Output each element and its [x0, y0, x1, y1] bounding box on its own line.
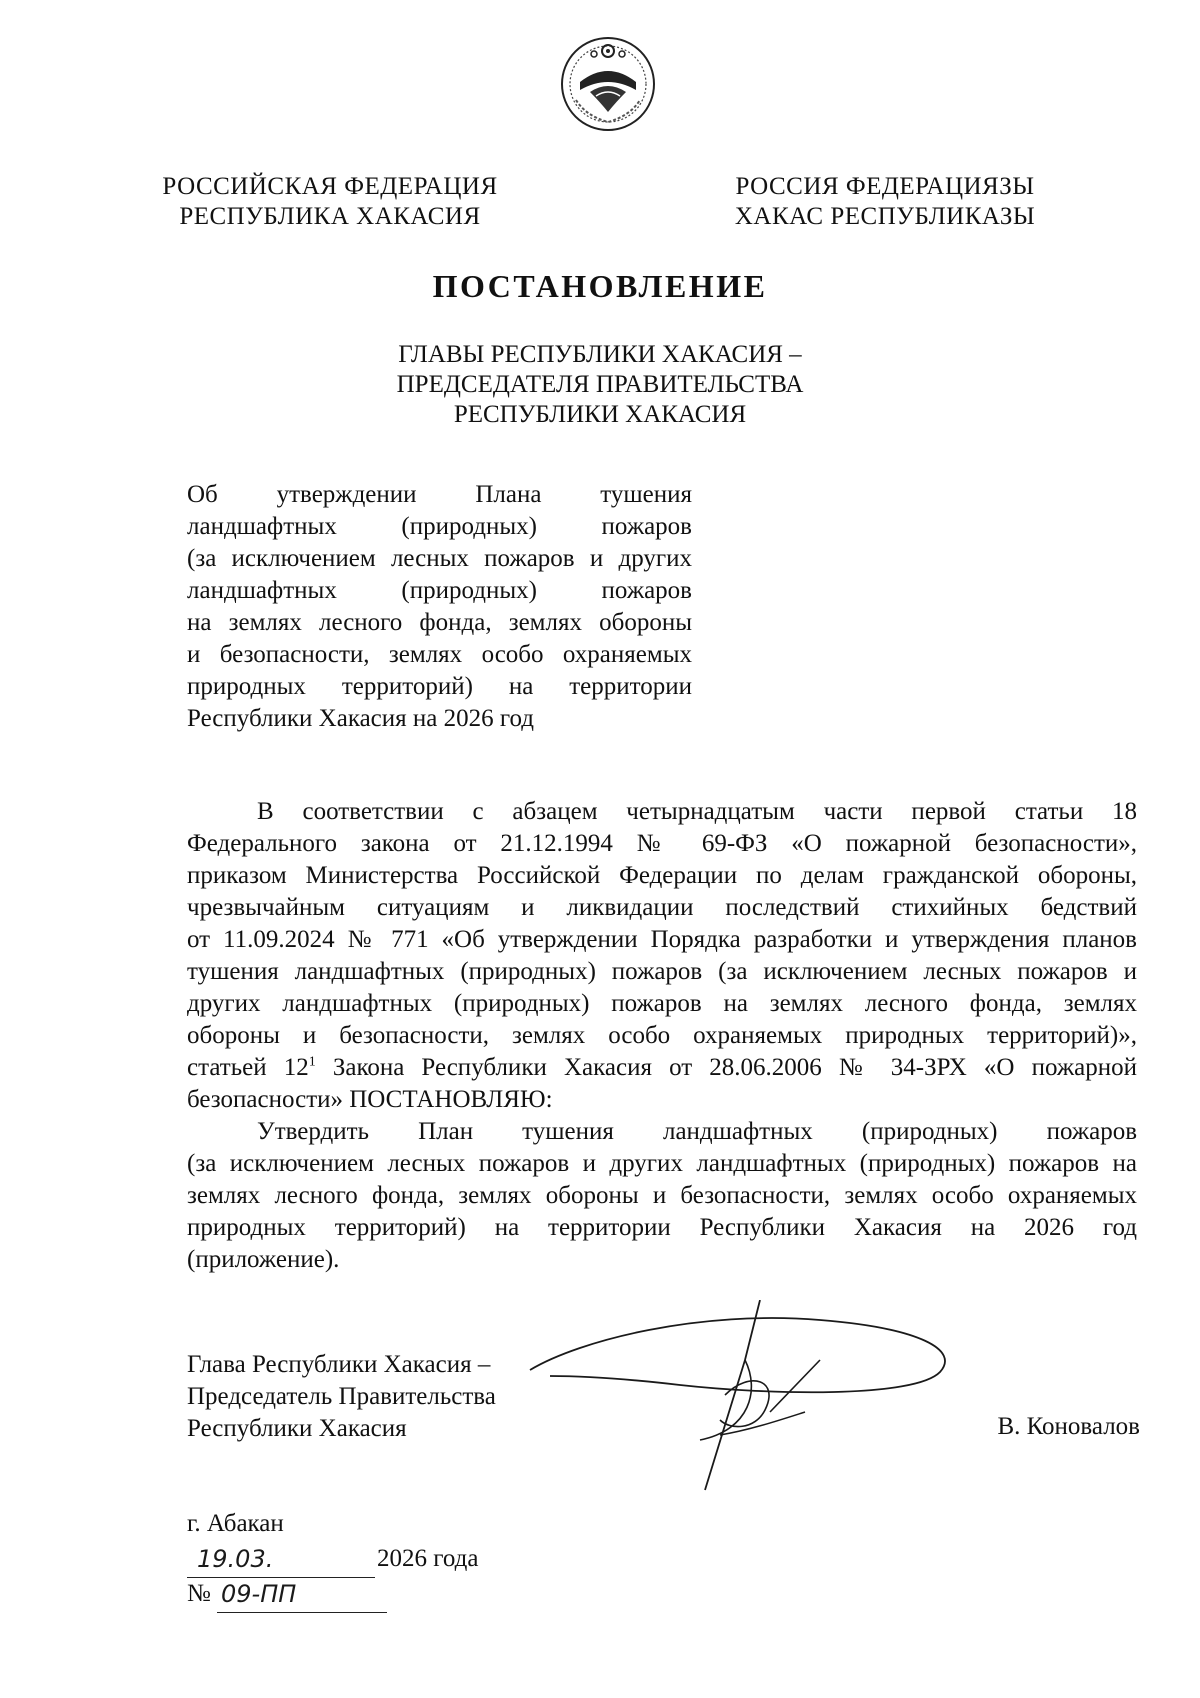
subject-line: и безопасности, землях особо охраняемых [187, 641, 692, 668]
subject-line: Республики Хакасия на 2026 год [187, 705, 535, 732]
subtitle-line2: ПРЕДСЕДАТЕЛЯ ПРАВИТЕЛЬСТВА [396, 371, 804, 398]
document-subtitle [0, 340, 1200, 430]
body-line-part: Закона Республики Хакасия от 28.06.2006 № 34-ЗРХ «О пожарной [315, 1054, 1137, 1081]
body-line: тушения ландшафтных (природных) пожаров (за исключением лесных пожаров и [187, 958, 1137, 985]
body-line: от 11.09.2024 № 771 «Об утверждении Порядка разработки и утверждения планов [187, 926, 1137, 953]
subtitle-line3: РЕСПУБЛИКИ ХАКАСИЯ [453, 401, 747, 428]
body-line: приказом Министерства Российской Федерации по делам гражданской обороны, [187, 862, 1137, 889]
document-title: ПОСТАНОВЛЕНИЕ [432, 268, 768, 304]
signatory-name: В. Коновалов [997, 1413, 1140, 1440]
signatory-title-line2: Председатель Правительства [187, 1383, 496, 1410]
number-underline [217, 1612, 387, 1613]
body-line: (приложение). [187, 1246, 340, 1273]
body-line: чрезвычайным ситуациям и ликвидации последствий стихийных бедствий [187, 894, 1137, 921]
body-line: безопасности» ПОСТАНОВЛЯЮ: [187, 1086, 553, 1113]
subject-line: Об утверждении Плана тушения [187, 481, 692, 508]
number-sign: № [187, 1580, 211, 1607]
header-left-line1: РОССИЙСКАЯ ФЕДЕРАЦИЯ [162, 173, 498, 200]
signature-block [187, 1349, 547, 1445]
subtitle-line1: ГЛАВЫ РЕСПУБЛИКИ ХАКАСИЯ – [398, 341, 802, 368]
header-left-line2: РЕСПУБЛИКА ХАКАСИЯ [179, 203, 481, 230]
handwritten-number: 09-ПП [221, 1580, 297, 1608]
header-left [150, 172, 510, 232]
header-right-line1: РОССИЯ ФЕДЕРАЦИЯЗЫ [735, 173, 1035, 200]
date-line [187, 1545, 587, 1581]
document-number-line [187, 1580, 587, 1616]
superscript: 1 [308, 1054, 316, 1070]
date-year: 2026 года [377, 1545, 479, 1572]
date-underline [187, 1577, 375, 1578]
header-right [705, 172, 1065, 232]
khakassia-coat-of-arms-icon [556, 30, 660, 138]
body-line: обороны и безопасности, землях особо охраняемых природных территорий)», [187, 1022, 1137, 1049]
handwritten-signature-icon [520, 1300, 970, 1492]
subject-line: ландшафтных (природных) пожаров [187, 513, 692, 540]
body-line-part: статьей 12 [187, 1054, 309, 1081]
subject-line: ландшафтных (природных) пожаров [187, 577, 692, 604]
body-line: Федерального закона от 21.12.1994 № 69-ФЗ «О пожарной безопасности», [187, 830, 1137, 857]
document-subject [187, 479, 692, 735]
body-line: (за исключением лесных пожаров и других ландшафтных (природных) пожаров на [187, 1150, 1137, 1177]
header-right-line2: ХАКАС РЕСПУБЛИКАЗЫ [734, 203, 1036, 230]
body-line [187, 1052, 1137, 1084]
subject-line: на землях лесного фонда, землях обороны [187, 609, 692, 636]
body-line: природных территорий) на территории Республики Хакасия на 2026 год [187, 1214, 1137, 1241]
body-line: В соответствии с абзацем четырнадцатым части первой статьи 18 [257, 798, 1137, 825]
document-body [187, 796, 1137, 1276]
body-line: Утвердить План тушения ландшафтных (природных) пожаров [257, 1118, 1137, 1145]
handwritten-date: 19.03. [197, 1545, 274, 1573]
body-line: других ландшафтных (природных) пожаров на землях лесного фонда, землях [187, 990, 1137, 1017]
body-line: землях лесного фонда, землях обороны и безопасности, землях особо охраняемых [187, 1182, 1137, 1209]
signatory-title-line1: Глава Республики Хакасия – [187, 1351, 491, 1378]
city: г. Абакан [187, 1510, 284, 1537]
signatory-title-line3: Республики Хакасия [187, 1415, 407, 1442]
subject-line: (за исключением лесных пожаров и других [187, 545, 692, 572]
subject-line: природных территорий) на территории [187, 673, 692, 700]
